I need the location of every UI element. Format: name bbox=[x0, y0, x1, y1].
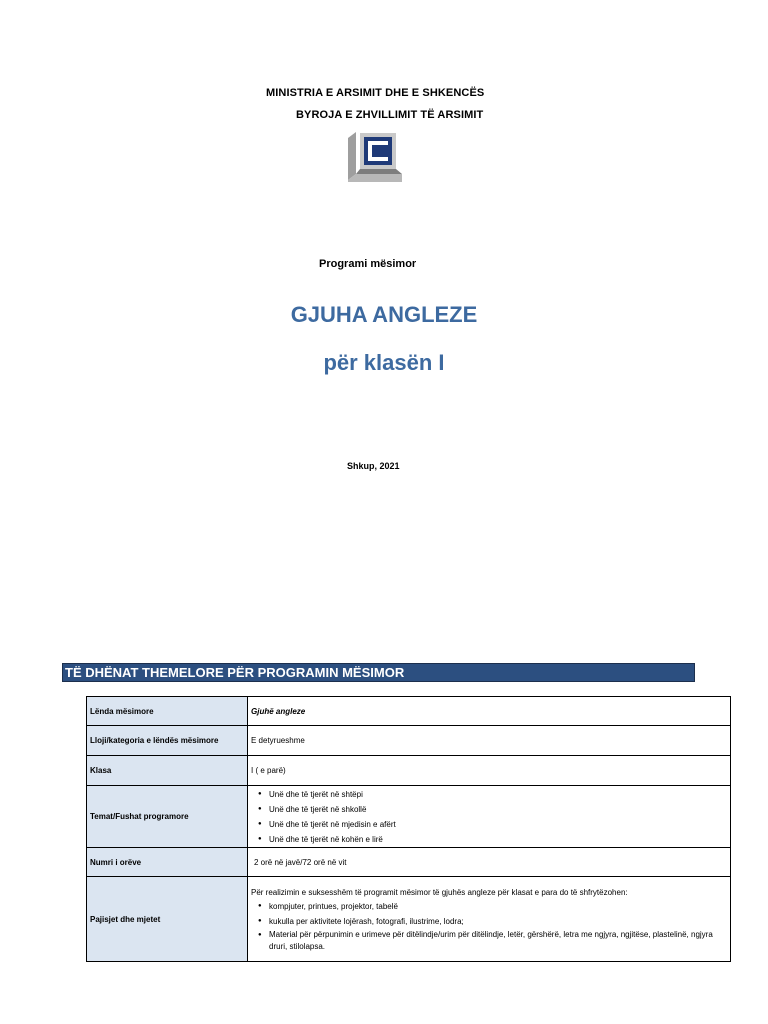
table-row bbox=[87, 697, 731, 726]
row-label-topics: Temat/Fushat programore bbox=[87, 786, 248, 848]
equipment-intro: Për realizimin e suksesshëm të programit mësimor të gjuhës angleze për klasat e para do të shfrytëzohen: bbox=[251, 887, 628, 897]
row-label-subject: Lënda mësimore bbox=[87, 697, 248, 726]
table-row bbox=[87, 848, 731, 877]
row-value-equipment bbox=[248, 877, 731, 962]
ministry-name: MINISTRIA E ARSIMIT DHE E SHKENCËS bbox=[266, 87, 485, 99]
row-value-hours: 2 orë në javë/72 orë në vit bbox=[248, 848, 731, 877]
table-row bbox=[87, 877, 731, 962]
class-title: për klasën I bbox=[323, 350, 445, 375]
section-heading: TË DHËNAT THEMELORE PËR PROGRAMIN MËSIMOR bbox=[62, 663, 695, 682]
row-label-hours: Numri i orëve bbox=[87, 848, 248, 877]
subject-title: GJUHA ANGLEZE bbox=[290, 302, 478, 327]
list-item: ● Unë dhe të tjerët në shtëpi bbox=[251, 787, 727, 802]
table-row bbox=[87, 726, 731, 756]
list-item: ● Unë dhe të tjerët në mjedisin e afërt bbox=[251, 817, 727, 832]
list-item: ● kompjuter, printues, projektor, tabelë bbox=[251, 899, 727, 914]
place-date: Shkup, 2021 bbox=[347, 461, 400, 471]
row-value-class: I ( e parë) bbox=[248, 756, 731, 786]
row-label-class: Klasa bbox=[87, 756, 248, 786]
bureau-logo-icon bbox=[346, 130, 402, 186]
row-value-topics bbox=[248, 786, 731, 848]
list-item: ● Material për përpunimin e urimeve për ditëlindje/urim për ditëlindje, letër, gërshërë, letra me ngjyra, ngjitëse, plastelinë, ngjyra druri, stilolapsa. bbox=[251, 929, 727, 953]
table-row bbox=[87, 756, 731, 786]
row-label-type: Lloji/kategoria e lëndës mësimore bbox=[87, 726, 248, 756]
list-item: ● Unë dhe të tjerët në shkollë bbox=[251, 802, 727, 817]
bureau-name: BYROJA E ZHVILLIMIT TË ARSIMIT bbox=[296, 109, 484, 121]
table-row bbox=[87, 786, 731, 848]
row-value-type: E detyrueshme bbox=[248, 726, 731, 756]
list-item: ● kukulla per aktivitete lojërash, fotografi, ilustrime, lodra; bbox=[251, 914, 727, 929]
equipment-list bbox=[251, 899, 727, 953]
row-value-subject: Gjuhë angleze bbox=[248, 697, 731, 726]
row-label-equipment: Pajisjet dhe mjetet bbox=[87, 877, 248, 962]
list-item: ● Unë dhe të tjerët në kohën e lirë bbox=[251, 832, 727, 847]
topics-list bbox=[251, 787, 727, 847]
basic-data-table bbox=[86, 696, 731, 962]
program-label: Programi mësimor bbox=[319, 258, 417, 270]
